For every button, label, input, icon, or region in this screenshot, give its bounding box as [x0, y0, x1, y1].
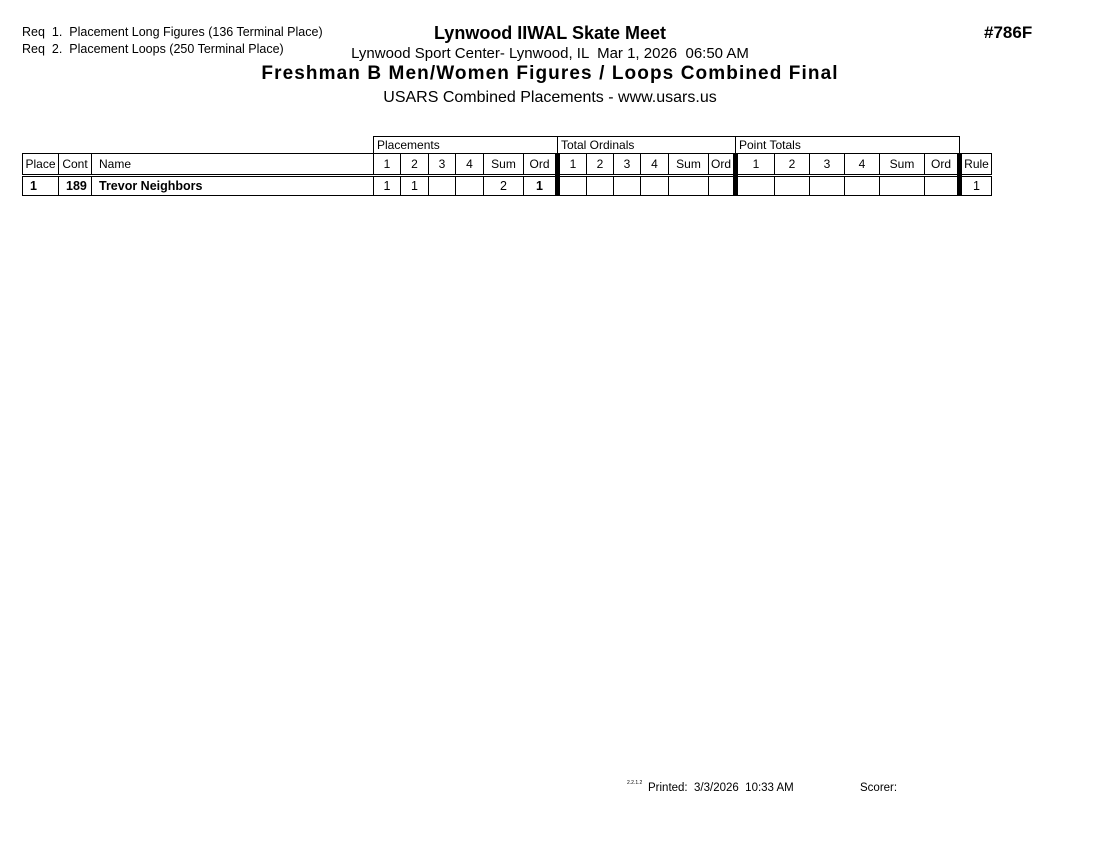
group-header-total-ordinals: Total Ordinals: [558, 137, 736, 154]
cell-points-4: [845, 176, 880, 196]
cell-points-ord: [925, 176, 960, 196]
cell-ordinals-ord: [709, 176, 736, 196]
group-header-row: [23, 137, 992, 154]
col-header-points-1: 1: [736, 154, 775, 176]
col-header-points-3: 3: [810, 154, 845, 176]
cell-ordinals-1: [558, 176, 587, 196]
org-placements-line: USARS Combined Placements - www.usars.us: [383, 89, 717, 106]
cell-points-1: [736, 176, 775, 196]
results-table: [22, 136, 992, 196]
doc-number: #786F: [984, 23, 1033, 42]
group-header-placements: Placements: [374, 137, 558, 154]
col-header-ordinals-sum: Sum: [669, 154, 709, 176]
table-row: [23, 176, 992, 196]
cell-rule: 1: [960, 176, 992, 196]
col-header-ordinals-1: 1: [558, 154, 587, 176]
col-header-placements-1: 1: [374, 154, 401, 176]
cell-placements-sum: 2: [484, 176, 524, 196]
cell-placements-2: 1: [401, 176, 429, 196]
cell-placements-1: 1: [374, 176, 401, 196]
col-header-place: Place: [23, 154, 59, 176]
cell-points-sum: [880, 176, 925, 196]
cell-cont: 189: [59, 176, 92, 196]
requirement-line-2: Req 2. Placement Loops (250 Terminal Place): [22, 42, 284, 56]
col-header-cont: Cont: [59, 154, 92, 176]
software-version: 2.2.1.2: [627, 780, 643, 786]
requirement-line-1: Req 1. Placement Long Figures (136 Terminal Place): [22, 25, 323, 39]
col-header-name: Name: [92, 154, 374, 176]
col-header-points-4: 4: [845, 154, 880, 176]
col-header-placements-ord: Ord: [524, 154, 558, 176]
col-header-ordinals-4: 4: [641, 154, 669, 176]
col-header-ordinals-2: 2: [587, 154, 614, 176]
cell-placements-3: [429, 176, 456, 196]
cell-ordinals-3: [614, 176, 641, 196]
venue-date-line: Lynwood Sport Center- Lynwood, IL Mar 1, 2026 06:50 AM: [351, 45, 749, 62]
col-header-placements-3: 3: [429, 154, 456, 176]
printed-timestamp: Printed: 3/3/2026 10:33 AM: [648, 782, 794, 794]
cell-points-3: [810, 176, 845, 196]
meet-title: Lynwood IIWAL Skate Meet: [433, 23, 667, 43]
event-title: Freshman B Men/Women Figures / Loops Combined Final: [261, 63, 839, 84]
col-header-ordinals-3: 3: [614, 154, 641, 176]
col-header-rule: Rule: [960, 154, 992, 176]
cell-place: 1: [23, 176, 59, 196]
col-header-points-ord: Ord: [925, 154, 960, 176]
cell-ordinals-sum: [669, 176, 709, 196]
cell-ordinals-4: [641, 176, 669, 196]
group-header-spacer-right: [960, 137, 992, 154]
col-header-ordinals-ord: Ord: [709, 154, 736, 176]
cell-ordinals-2: [587, 176, 614, 196]
col-header-placements-2: 2: [401, 154, 429, 176]
col-header-placements-sum: Sum: [484, 154, 524, 176]
col-header-points-2: 2: [775, 154, 810, 176]
cell-points-2: [775, 176, 810, 196]
col-header-placements-4: 4: [456, 154, 484, 176]
group-header-point-totals: Point Totals: [736, 137, 960, 154]
group-header-spacer-left: [23, 137, 374, 154]
cell-placements-ord: 1: [524, 176, 558, 196]
cell-name: Trevor Neighbors: [92, 176, 374, 196]
column-header-row: [23, 154, 992, 176]
scorer-label: Scorer:: [860, 782, 898, 794]
col-header-points-sum: Sum: [880, 154, 925, 176]
cell-placements-4: [456, 176, 484, 196]
